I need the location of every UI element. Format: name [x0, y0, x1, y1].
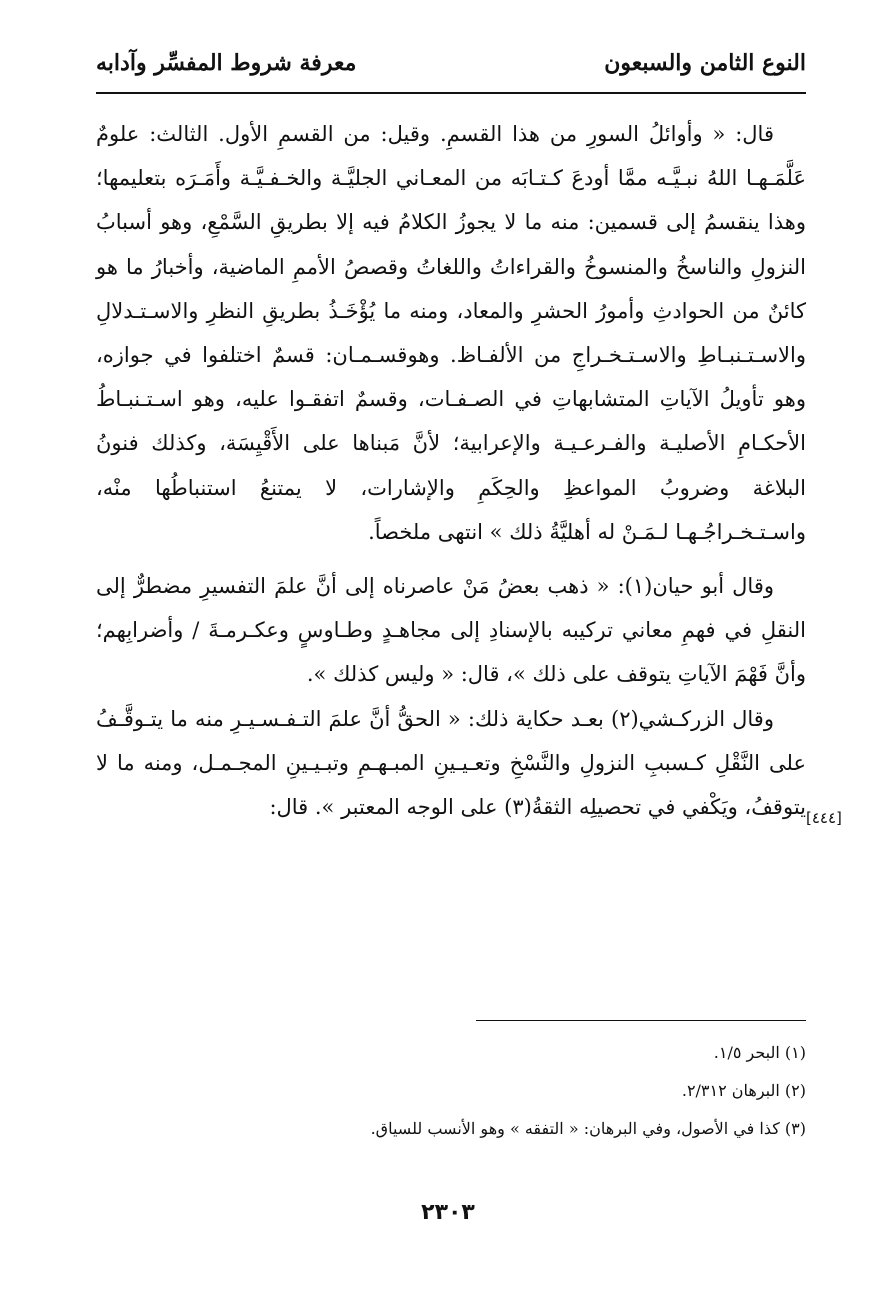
- running-header: [96, 44, 806, 88]
- footnote-divider: [476, 1020, 806, 1021]
- main-text: [96, 112, 806, 829]
- footnote-3: (٣) كذا في الأصول، وفي البرهان: « التفقه » وهو الأنسب للسياق.: [370, 1119, 806, 1138]
- header-divider: [96, 92, 806, 94]
- chapter-title: النوع الثامن والسبعون: [604, 50, 806, 76]
- footnotes: [96, 1034, 806, 1148]
- footnote-2: (٢) البرهان ٢/٣١٢.: [681, 1081, 806, 1100]
- page-number: ٢٣٠٣: [421, 1200, 475, 1225]
- footnote-1: (١) البحر ١/٥.: [713, 1043, 806, 1062]
- paragraph-2: وقال أبو حيان(١): « ذهب بعضُ مَنْ عاصرناه إلى أنَّ علمَ التفسيرِ مضطرٌّ إلى النقلِ في فهمِ معاني تركيبه بالإسنادِ إلى مجاهـدٍ وطـاوسٍ وعكـرمـةَ / وأضرابِهم؛ وأنَّ فَهْمَ الآياتِ يتوقف على ذلك »، قال: « وليس كذلك ».: [96, 574, 806, 687]
- manuscript-page-marker: [٤٤٤]: [806, 809, 842, 827]
- paragraph-1: قال: « وأوائلُ السورِ من هذا القسمِ. وقيل: من القسمِ الأول. الثالث: علومٌ عَلَّمَـهـا اللهُ نبـيَّـه ممَّا أودعَ كـتـابَه من المعـاني الجليَّـة والخـفـيَّـة وأَمَـرَه بتعليمها؛ وهذا ينقسمُ إلى قسمين: منه ما لا يجوزُ الكلامُ فيه إلا بطريقِ السَّمْعِ، وهو أسبابُ النزولِ والناسخُ والمنسوخُ والقراءاتُ واللغاتُ وقصصُ الأممِ الماضية، وأخبارُ ما هو كائنٌ من الحوادثِ وأمورُ الحشرِ والمعاد، ومنه ما يُؤْخَـذُ بطريقِ النظرِ والاسـتـدلالِ والاسـتـنبـاطِ والاسـتـخـراجِ من الألفـاظ. وهوقسـمـان: قسمٌ اختلفوا في جوازه، وهو تأويلُ الآياتِ المتشابهاتِ في الصـفـات، وقسمٌ اتفقـوا عليه، وهو اسـتـنبـاطُ الأحكـامِ الأصليـة والفـرعـيـة والإعرابية؛ لأنَّ مَبناها على الأَقْيِسَة، وكذلك فنونُ البلاغة وضروبُ المواعظِ والحِكَمِ والإشارات، لا يمتنعُ استنباطُها منْه، واسـتـخـراجُـهـا لـمَـنْ له أهليَّةُ ذلك » انتهى ملخصاً.: [96, 122, 806, 544]
- section-title: معرفة شروط المفسِّر وآدابه: [96, 50, 357, 76]
- paragraph-3: وقال الزركـشي(٢) بعـد حكاية ذلك: « الحقُّ أنَّ علمَ التـفـسـيـرِ منه ما يتـوقَّـفُ على النَّقْلِ كـسببِ النزولِ والنَّسْخِ وتعـيـينِ المبـهـمِ وتبـيـينِ المجـمـل، ومنه ما لا يتوقفُ، ويَكْفي في تحصيلِه الثقةُ(٣) على الوجه المعتبر ». قال:: [96, 706, 806, 820]
